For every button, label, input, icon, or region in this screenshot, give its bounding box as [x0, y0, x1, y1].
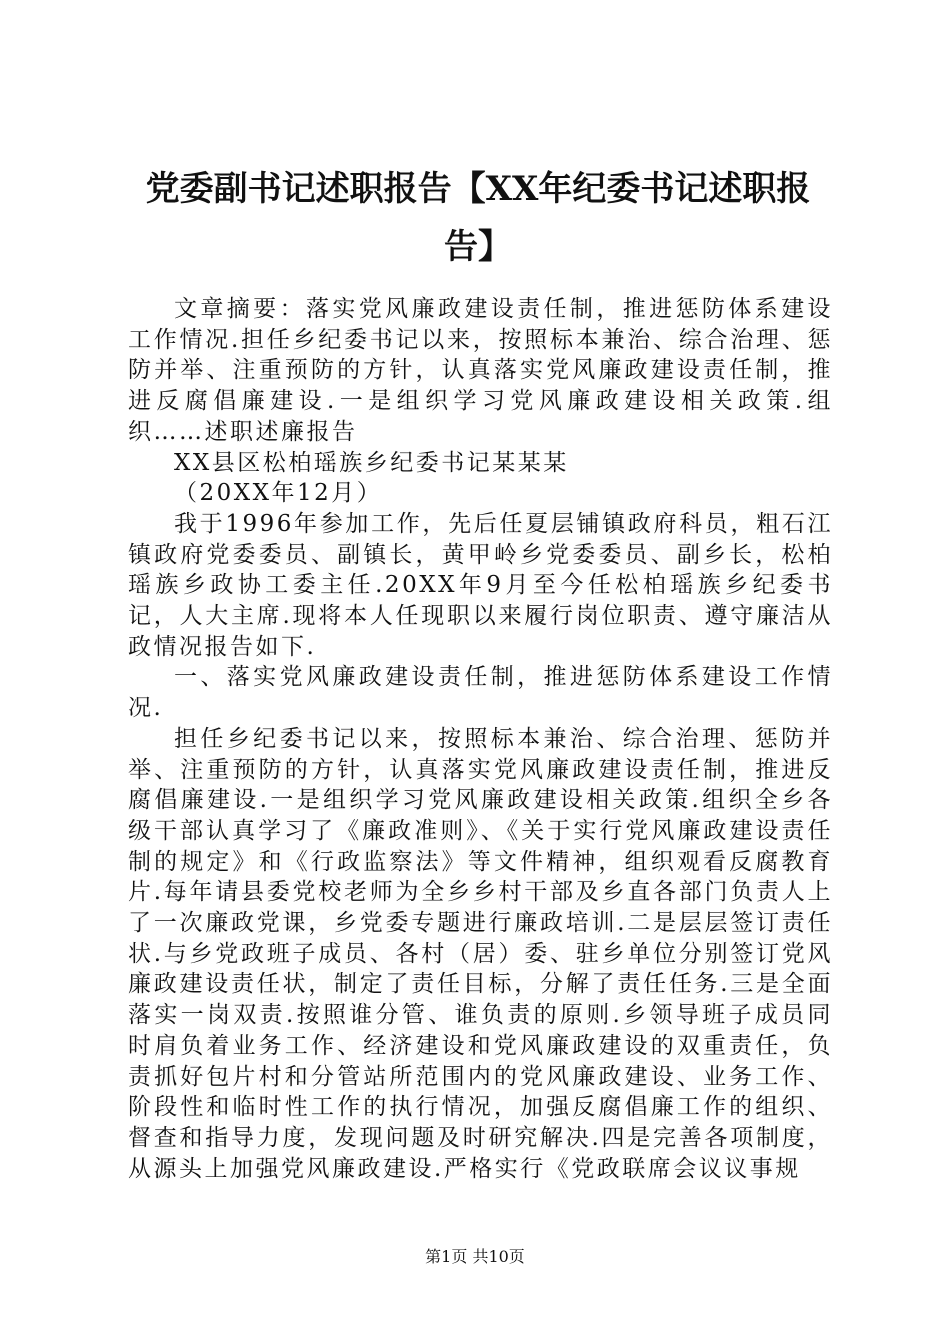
- date-line: （20XX年12月）: [174, 480, 383, 507]
- page-number-footer: 第1页 共10页: [425, 1247, 525, 1266]
- document-title: 党委副书记述职报告【XX年纪委书记述职报告】: [145, 169, 811, 267]
- author-line: XX县区松柏瑶族乡纪委书记某某某: [174, 449, 569, 476]
- document-body: [128, 294, 833, 1184]
- section-heading: 一、落实党风廉政建设责任制，推进惩防体系建设工作情况.: [128, 664, 833, 722]
- abstract-paragraph: 文章摘要：落实党风廉政建设责任制，推进惩防体系建设工作情况.担任乡纪委书记以来，按照标本兼治、综合治理、惩防并举、注重预防的方针，认真落实党风廉政建设责任制，推进反腐倡廉建设.一是组织学习党风廉政建设相关政策.组织……述职述廉报告: [128, 296, 833, 445]
- body-paragraph: 担任乡纪委书记以来，按照标本兼治、综合治理、惩防并举、注重预防的方针，认真落实党风廉政建设责任制，推进反腐倡廉建设.一是组织学习党风廉政建设相关政策.组织全乡各级干部认真学习了《廉政准则》、《关于实行党风廉政建设责任制的规定》和《行政监察法》等文件精神，组织观看反腐教育片.每年请县委党校老师为全乡乡村干部及乡直各部门负责人上了一次廉政党课，乡党委专题进行廉政培训.二是层层签订责任状.与乡党政班子成员、各村（居）委、驻乡单位分别签订党风廉政建设责任状，制定了责任目标，分解了责任任务.三是全面落实一岗双责.按照谁分管、谁负责的原则.乡领导班子成员同时肩负着业务工作、经济建设和党风廉政建设的双重责任，负责抓好包片村和分管站所范围内的党风廉政建设、业务工作、阶段性和临时性工作的执行情况，加强反腐倡廉工作的组织、督查和指导力度，发现问题及时研究解决.四是完善各项制度，从源头上加强党风廉政建设.严格实行《党政联席会议议事规: [128, 725, 833, 1182]
- body-paragraph: 我于1996年参加工作，先后任夏层铺镇政府科员，粗石江镇政府党委委员、副镇长，黄甲岭乡党委委员、副乡长，松柏瑶族乡政协工委主任.20XX年9月至今任松柏瑶族乡纪委书记，人大主席.现将本人任现职以来履行岗位职责、遵守廉洁从政情况报告如下.: [128, 510, 833, 660]
